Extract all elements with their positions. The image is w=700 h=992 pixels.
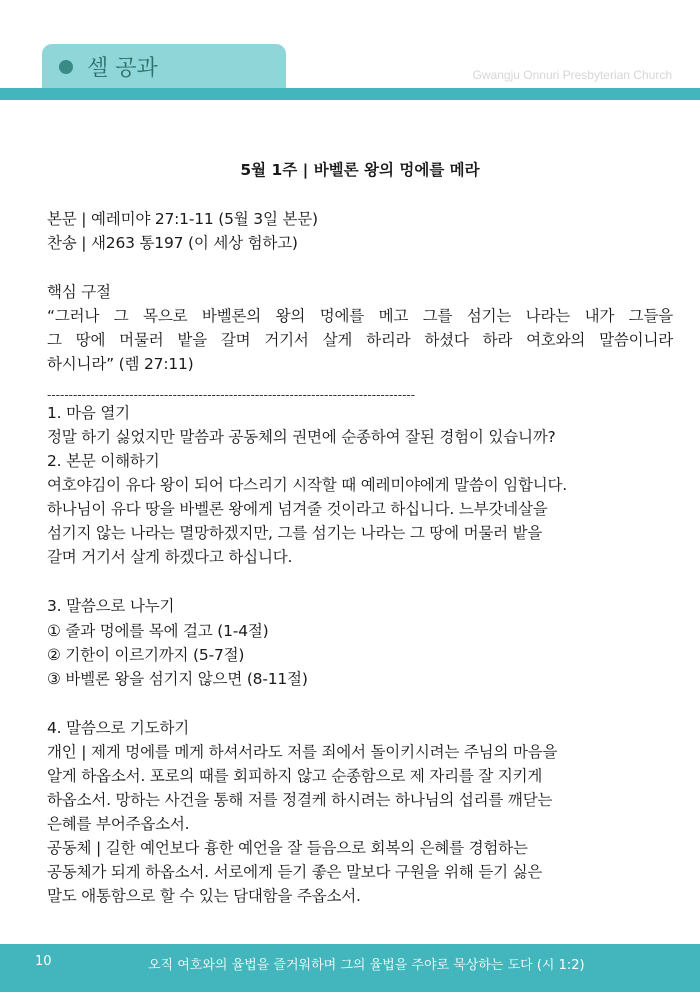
- header-tab: [42, 44, 286, 90]
- section-4-line: 공동체가 되게 하옵소서. 서로에게 듣기 좋은 말보다 구원을 위해 듣기 싫은: [47, 863, 543, 881]
- key-verse-line: “그러나 그 목으로 바벨론의 왕의 멍에를 메고 그를 섬기는 나라는 내가 그들을: [47, 307, 673, 325]
- section-2-line: 갈며 거기서 살게 하겠다고 하십니다.: [47, 548, 293, 566]
- section-3-item: ① 줄과 멍에를 목에 걸고 (1-4절): [47, 622, 269, 640]
- bullet-dot-icon: [59, 60, 73, 74]
- key-verse-line: 하시니라” (렘 27:11): [47, 355, 194, 373]
- header-bar: [0, 88, 700, 100]
- section-2-line: 하나님이 유다 땅을 바벨론 왕에게 넘겨줄 것이라고 하십니다. 느부갓네살을: [47, 500, 548, 518]
- section-title: 셀 공과: [87, 56, 158, 81]
- section-4-line: 은혜를 부어주옵소서.: [47, 815, 190, 833]
- section-4-heading: 4. 말씀으로 기도하기: [47, 719, 190, 737]
- key-verse-line: 그 땅에 머물러 밭을 갈며 거기서 살게 하리라 하셨다 하라 여호와의 말씀이니라: [47, 331, 673, 349]
- section-1-body: 정말 하기 싫었지만 말씀과 공동체의 권면에 순종하여 잘된 경험이 있습니까?: [47, 428, 556, 446]
- section-2-heading: 2. 본문 이해하기: [47, 452, 160, 470]
- section-4-line: 공동체 | 길한 예언보다 흉한 예언을 잘 들음으로 회복의 은혜를 경험하는: [47, 839, 528, 857]
- section-4-line: 하옵소서. 망하는 사건을 통해 저를 정결케 하시려는 하나님의 섭리를 깨닫는: [47, 791, 553, 809]
- section-4-line: 개인 | 제게 멍에를 메게 하셔서라도 저를 죄에서 돌이키시려는 주님의 마음을: [47, 743, 558, 761]
- key-verse-heading: 핵심 구절: [47, 283, 111, 301]
- section-3-item: ② 기한이 이르기까지 (5-7절): [47, 646, 245, 664]
- section-4-line: 알게 하옵소서. 포로의 때를 회피하지 않고 순종함으로 제 자리를 잘 지키게: [47, 767, 543, 785]
- church-name: Gwangju Onnuri Presbyterian Church: [472, 68, 672, 82]
- divider-line: -------------------------------------------------------------------------------------: [47, 388, 416, 402]
- footer-verse: 오직 여호와의 율법을 즐거워하며 그의 율법을 주야로 묵상하는 도다 (시 1:2): [148, 958, 585, 973]
- scripture-reference: 본문 | 예레미야 27:1-11 (5월 3일 본문): [47, 210, 318, 228]
- hymn-reference: 찬송 | 새263 통197 (이 세상 험하고): [47, 234, 298, 252]
- page-number: 10: [35, 954, 52, 969]
- section-1-heading: 1. 마음 열기: [47, 404, 130, 422]
- section-2-line: 섬기지 않는 나라는 멸망하겠지만, 그를 섬기는 나라는 그 땅에 머물러 밭을: [47, 524, 543, 542]
- section-3-heading: 3. 말씀으로 나누기: [47, 597, 175, 615]
- section-2-line: 여호야김이 유다 왕이 되어 다스리기 시작할 때 예레미야에게 말씀이 임합니다.: [47, 476, 568, 494]
- section-4-line: 말도 애통함으로 할 수 있는 담대함을 주옵소서.: [47, 887, 361, 905]
- section-3-item: ③ 바벨론 왕을 섬기지 않으면 (8-11절): [47, 670, 308, 688]
- lesson-title: 5월 1주 | 바벨론 왕의 멍에를 메라: [240, 161, 480, 179]
